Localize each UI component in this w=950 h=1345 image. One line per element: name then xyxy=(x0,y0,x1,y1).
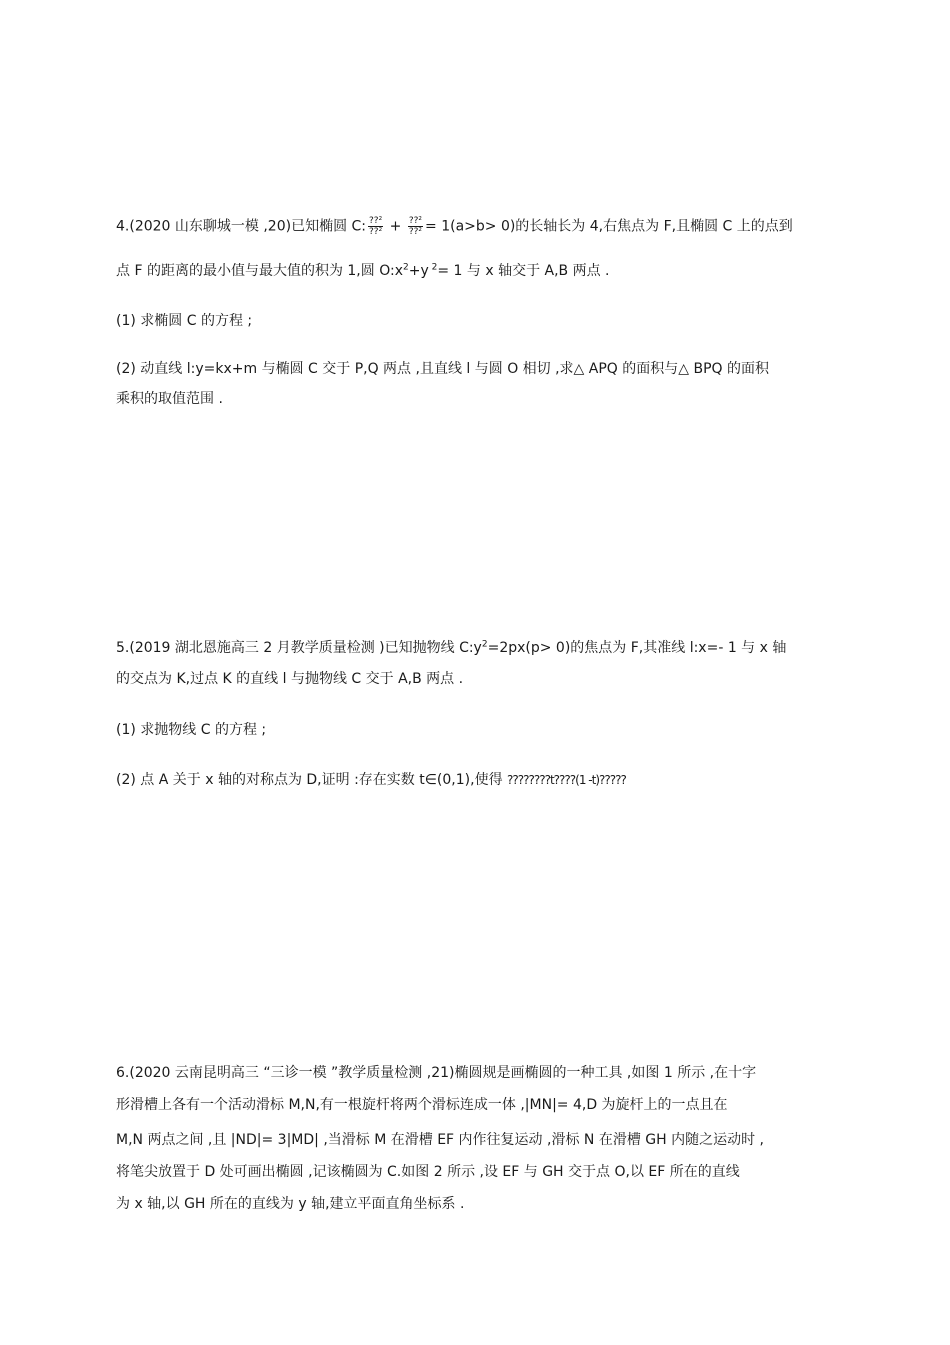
q4-line2-mid: +y xyxy=(408,263,429,279)
q5-part-1: (1) 求抛物线 C 的方程 ; xyxy=(116,722,267,738)
q5-line1-prefix: 5.(2019 湖北恩施高三 2 月教学质量检测 )已知抛物线 C:y xyxy=(116,640,482,656)
q6-line-5: 为 x 轴,以 GH 所在的直线为 y 轴,建立平面直角坐标系 . xyxy=(116,1196,465,1212)
q4-fraction-x xyxy=(368,216,383,237)
q4-part-2-line-2: 乘积的取值范围 . xyxy=(116,391,223,407)
q5-part-2 xyxy=(116,770,626,790)
q5-line1-sup: 2 xyxy=(481,639,488,650)
q5-line-2: 的交点为 K,过点 K 的直线 l 与抛物线 C 交于 A,B 两点 . xyxy=(116,671,464,687)
q4-part-1: (1) 求椭圆 C 的方程 ; xyxy=(116,313,253,329)
q5-line-1 xyxy=(116,638,786,658)
q4-line1-suffix: = 1(a>b> 0)的长轴长为 4,右焦点为 F,且椭圆 C 上的点到 xyxy=(425,218,793,235)
q4-frac1-denominator: ??² xyxy=(369,227,383,237)
q4-plus: + xyxy=(385,218,406,235)
q6-line-1: 6.(2020 云南昆明高三 “三诊一模 ”教学质量检测 ,21)椭圆规是画椭圆的一种工具 ,如图 1 所示 ,在十字 xyxy=(116,1065,757,1081)
q4-line-1 xyxy=(116,216,793,237)
q4-line2-sup2: 2 xyxy=(428,262,438,273)
q4-frac2-numerator: ??² xyxy=(408,216,423,226)
q4-line2-suffix: = 1 与 x 轴交于 A,B 两点 . xyxy=(437,263,610,279)
q4-line2-sup1: 2 xyxy=(403,262,409,273)
q5-part2-garbled-formula: ????????t????(1 -t)????? xyxy=(507,773,626,787)
q5-part2-text: (2) 点 A 关于 x 轴的对称点为 D,证明 :存在实数 t∈(0,1),使得 xyxy=(116,772,508,788)
q4-line-2 xyxy=(116,261,610,281)
q4-part-2-line-1: (2) 动直线 l:y=kx+m 与椭圆 C 交于 P,Q 两点 ,且直线 l 与圆 O 相切 ,求△ APQ 的面积与△ BPQ 的面积 xyxy=(116,361,770,377)
q4-line2-prefix: 点 F 的距离的最小值与最大值的积为 1,圆 O:x xyxy=(116,263,403,279)
q4-fraction-y xyxy=(408,216,423,237)
q4-frac1-numerator: ??² xyxy=(369,216,383,226)
q4-line1-prefix: 4.(2020 山东聊城一模 ,20)已知椭圆 C: xyxy=(116,218,367,235)
q4-frac2-denominator: ??² xyxy=(408,227,423,237)
q6-line-4: 将笔尖放置于 D 处可画出椭圆 ,记该椭圆为 C.如图 2 所示 ,设 EF 与 GH 交于点 O,以 EF 所在的直线 xyxy=(116,1164,740,1180)
q6-line-2: 形滑槽上各有一个活动滑标 M,N,有一根旋杆将两个滑标连成一体 ,|MN|= 4,D 为旋杆上的一点且在 xyxy=(116,1097,728,1113)
q5-line1-suffix: =2px(p> 0)的焦点为 F,其准线 l:x=- 1 与 x 轴 xyxy=(487,640,787,656)
q6-line-3: M,N 两点之间 ,且 |ND|= 3|MD| ,当滑标 M 在滑槽 EF 内作往复运动 ,滑标 N 在滑槽 GH 内随之运动时 , xyxy=(116,1132,764,1148)
